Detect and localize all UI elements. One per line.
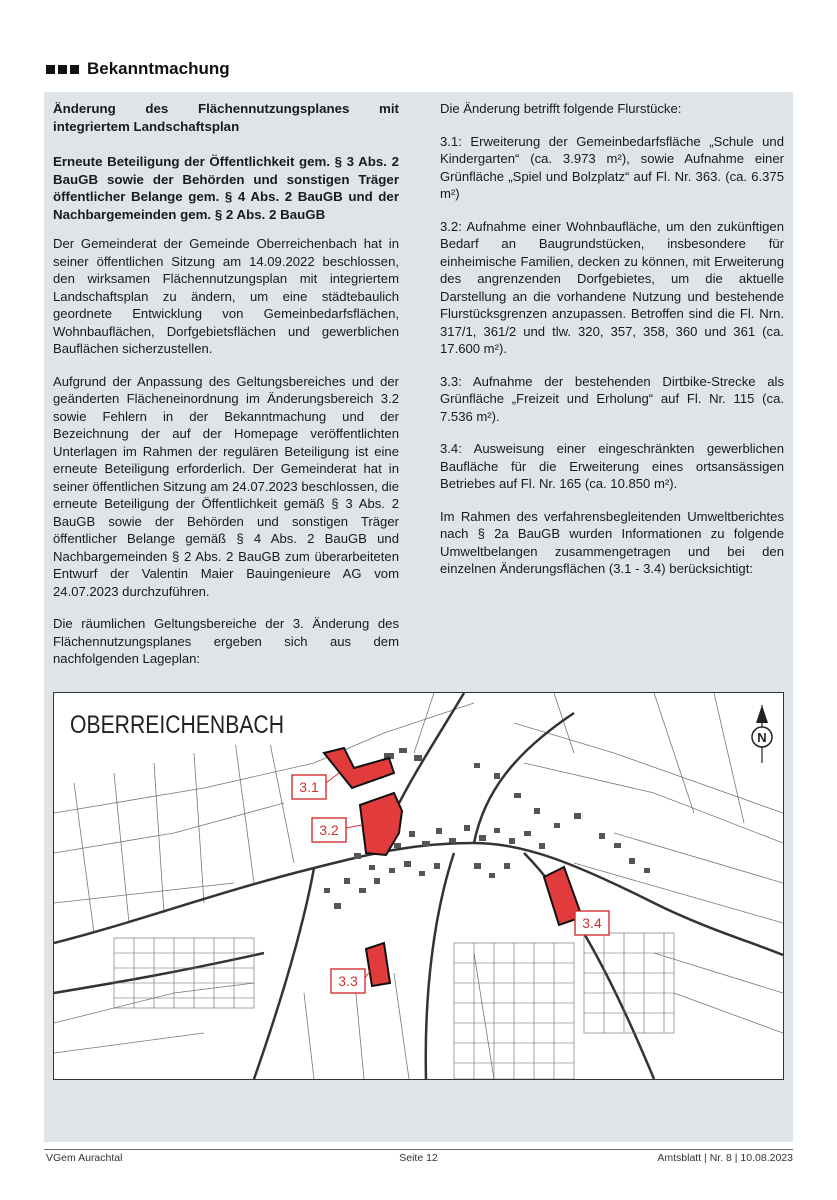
north-label: N — [757, 730, 767, 745]
place-name: OBERREICHENBACH — [70, 711, 284, 739]
paragraph: Die räumlichen Geltungsbereiche der 3. Änderung des Flächennutzungsplanes ergeben sich aus dem nachfolgenden Lageplan: — [53, 616, 399, 666]
paragraph: 3.3: Aufnahme der bestehenden Dirtbike-Strecke als Grünfläche „Freizeit und Erholung“ auf Fl. Nr. 115 (ca. 7.536 m²). — [440, 373, 784, 424]
field-boundaries — [54, 693, 783, 1079]
footer-divider — [44, 1149, 793, 1150]
change-areas — [324, 748, 582, 986]
section-title: Bekanntmachung — [87, 59, 230, 78]
heading-squares-icon — [46, 65, 79, 74]
area-label-3-4: 3.4 — [582, 915, 602, 931]
section-heading — [46, 58, 230, 80]
footer-page-number: Seite 12 — [399, 1152, 438, 1164]
paragraph: Aufgrund der Anpassung des Geltungsbereiches und der geänderten Flächeneinordnung im Änderungsbereich 3.2 sowie Fehlern in der Bekanntmachung und der Bezeichnung der auf der Homepage veröffentlichten Unterlagen im Rahmen der regulären Beteiligung ist eine erneute Beteiligung erforderlich. Der Gemeinderat hat in seiner öffentlichen Sitzung am 24.07.2023 beschlossen, die erneute Beteiligung der Öffentlichkeit gemäß § 3 Abs. 2 BauGB sowie der Behörden und sonstigen Träger öffentlicher Belange gemäß § 4 Abs. 2 BauGB und Nachbargemeinden § 2 Abs. 2 BauGB zum überarbeiteten Entwurf der Valentin Maier Bauingenieure AG vom 24.07.2023 durchzuführen. — [53, 373, 399, 599]
content-panel — [44, 92, 793, 1142]
area-label-3-2: 3.2 — [319, 822, 339, 838]
footer-publisher: VGem Aurachtal — [46, 1152, 123, 1164]
document-title: Änderung des Flächennutzungsplanes mit integriertem Landschaftsplan — [53, 101, 399, 134]
footer-issue: Amtsblatt | Nr. 8 | 10.08.2023 — [657, 1152, 793, 1164]
site-plan-map — [53, 692, 784, 1080]
north-arrow-icon — [752, 705, 772, 763]
area-label-3-3: 3.3 — [338, 973, 358, 989]
paragraph: 3.4: Ausweisung einer eingeschränkten gewerblichen Baufläche für die Erweiterung eines ortsansässigen Betriebes auf Fl. Nr. 165 (ca. 10.850 m²). — [440, 441, 784, 491]
paragraph: Die Änderung betrifft folgende Flurstücke: — [440, 101, 682, 116]
paragraph: Im Rahmen des verfahrensbegleitenden Umweltberichtes nach § 2a BauGB wurden Informationen zu folgende Umweltbelangen zusammengetragen und bei den einzelnen Änderungsflächen (3.1 - 3.4) berücksichtigt: — [440, 508, 784, 576]
paragraph: Der Gemeinderat der Gemeinde Oberreichenbach hat in seiner öffentlichen Sitzung am 14.09.2022 beschlossen, den wirksamen Flächennutzungsplan mit integriertem Landschaftsplan zu ändern, um eine städtebaulich geordnete Entwicklung von Gemeinbedarfsflächen, Wohnbauflächen, Dorfgebietsflächen und gewerblichen Bauflächen sicherzustellen. — [53, 236, 399, 356]
area-label-3-1: 3.1 — [299, 779, 319, 795]
paragraph: 3.1: Erweiterung der Gemeinbedarfsfläche „Schule und Kindergarten“ (ca. 3.973 m²), sowie Aufnahme einer Grünfläche „Spiel und Bolzplatz“ auf Fl. Nr. 363. (ca. 6.375 m²) — [440, 133, 784, 201]
area-3-3-shape — [366, 943, 390, 986]
residential-areas — [114, 933, 674, 1079]
document-subtitle: Erneute Beteiligung der Öffentlichkeit gem. § 3 Abs. 2 BauGB sowie der Behörden und sonstigen Träger öffentlicher Belange gem. § 4 Abs. 2 BauGB und der Nachbargemeinden gem. § 2 Abs. 2 BauGB — [53, 154, 399, 222]
right-column — [440, 100, 784, 593]
area-3-1-shape — [324, 748, 394, 788]
left-column — [53, 100, 399, 683]
paragraph: 3.2: Aufnahme einer Wohnbaufläche, um den zukünftigen Bedarf an Baugrundstücken, insbesondere für einheimische Familien, decken zu können, mit Erweiterung des angrenzenden Dorfgebietes, um die aktuelle Darstellung an die vorhandene Nutzung und bestehende Flurstücksgrenzen anzupassen. Betroffen sind die Fl. Nrn. 317/1, 361/2 und tlw. 320, 357, 358, 360 und 361 (ca. 17.600 m²). — [440, 218, 784, 356]
